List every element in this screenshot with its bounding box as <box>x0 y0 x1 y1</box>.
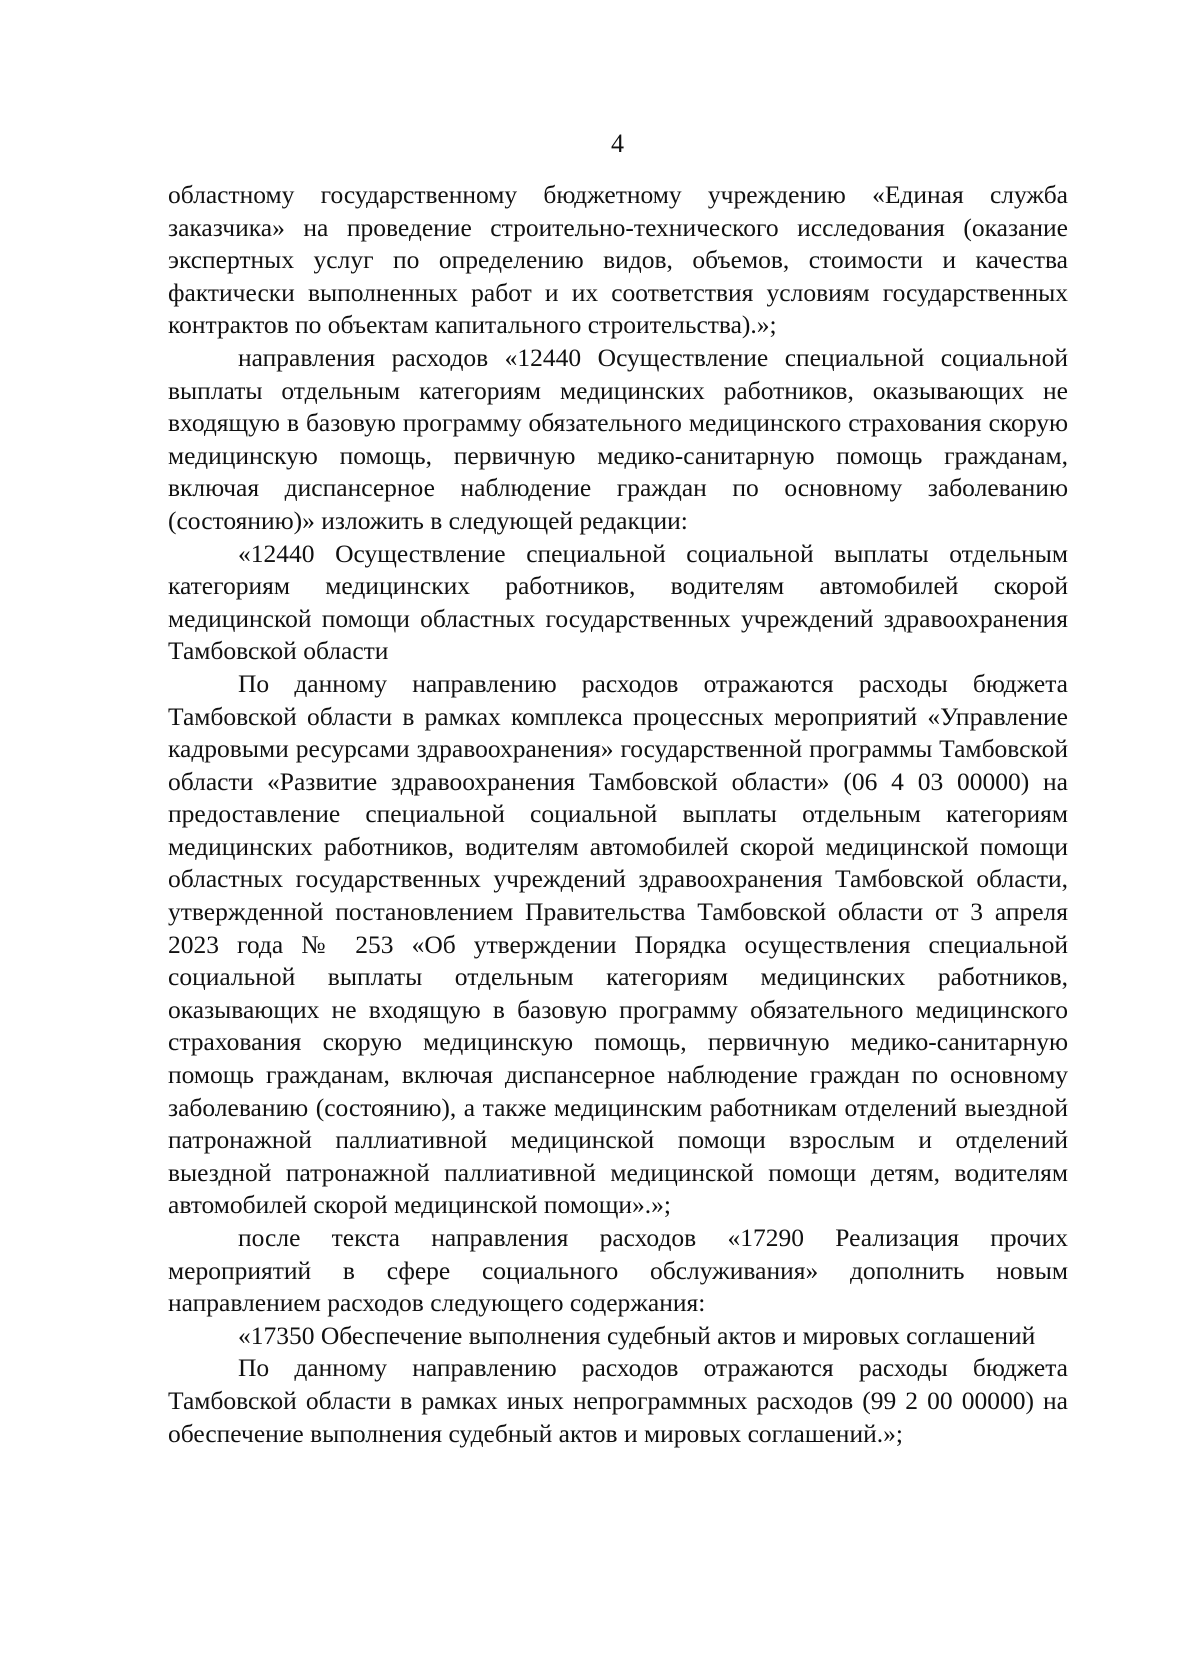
paragraph-1: областному государственному бюджетному учреждению «Единая служба заказчика» на проведение строительно-технического исследования (оказание экспертных услуг по определению видов, объемов, стоимости и качества фактически выполненных работ и их соответствия условиям государственных контрактов по объектам капитального строительства).»; <box>168 180 1068 340</box>
document-body <box>168 179 1068 1450</box>
paragraph-6: «17350 Обеспечение выполнения судебный актов и мировых соглашений <box>238 1320 1036 1350</box>
paragraph-7: По данному направлению расходов отражаются расходы бюджета Тамбовской области в рамках иных непрограммных расходов (99 2 00 00000) на обеспечение выполнения судебный актов и мировых соглашений.»; <box>168 1353 1068 1448</box>
paragraph-5: после текста направления расходов «17290 Реализация прочих мероприятий в сфере социального обслуживания» дополнить новым направлением расходов следующего содержания: <box>168 1223 1068 1318</box>
page-number: 4 <box>611 129 624 158</box>
paragraph-2: направления расходов «12440 Осуществление специальной социальной выплаты отдельным категориям медицинских работников, оказывающих не входящую в базовую программу обязательного медицинского страхования скорую медицинскую помощь, первичную медико-санитарную помощь гражданам, включая диспансерное наблюдение граждан по основному заболеванию (состоянию)» изложить в следующей редакции: <box>168 342 1068 535</box>
paragraph-3: «12440 Осуществление специальной социальной выплаты отдельным категориям медицинских работников, водителям автомобилей скорой медицинской помощи областных государственных учреждений здравоохранения Тамбовской области <box>168 538 1068 666</box>
paragraph-4: По данному направлению расходов отражаются расходы бюджета Тамбовской области в рамках комплекса процессных мероприятий «Управление кадровыми ресурсами здравоохранения» государственной программы Тамбовской области «Развитие здравоохранения Тамбовской области» (06 4 03 00000) на предоставление специальной социальной выплаты отдельным категориям медицинских работников, водителям автомобилей скорой медицинской помощи областных государственных учреждений здравоохранения Тамбовской области, утвержденной постановлением Правительства Тамбовской области от 3 апреля 2023 года № 253 «Об утверждении Порядка осуществления специальной социальной выплаты отдельным категориям медицинских работников, оказывающих не входящую в базовую программу обязательного медицинского страхования скорую медицинскую помощь, первичную медико-санитарную помощь гражданам, включая диспансерное наблюдение граждан по основному заболеванию (состоянию), а также медицинским работникам отделений выездной патронажной паллиативной медицинской помощи взрослым и отделений выездной патронажной паллиативной медицинской помощи детям, водителям автомобилей скорой медицинской помощи».»; <box>168 668 1068 1220</box>
